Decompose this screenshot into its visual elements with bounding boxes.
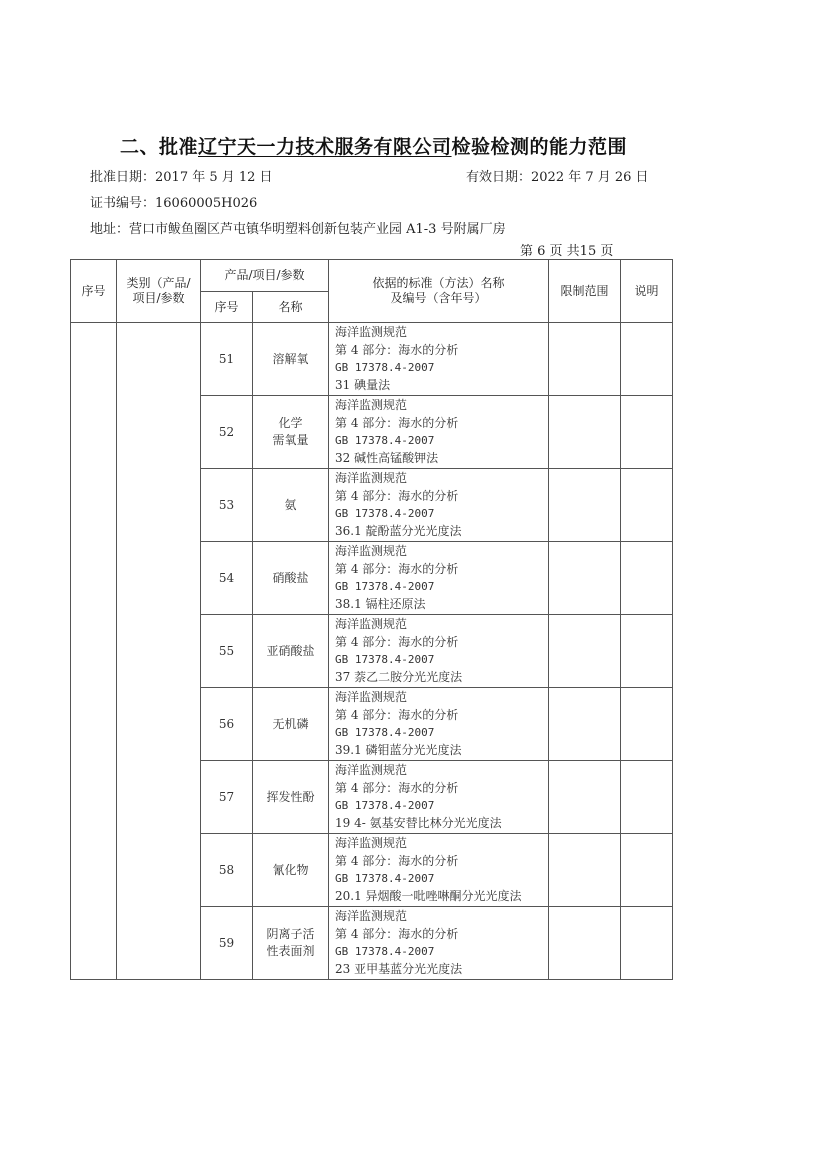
basis-standard: GB 17378.4-2007 [335, 507, 435, 520]
basis-line: 第 4 部分：海水的分析 [335, 780, 459, 795]
row-note [621, 907, 673, 980]
basis-line: 第 4 部分：海水的分析 [335, 488, 459, 503]
row-limit [549, 396, 621, 469]
page-number: 第 6 页 共15 页 [520, 244, 614, 259]
title-prefix: 二、批准 [120, 136, 199, 158]
basis-standard: GB 17378.4-2007 [335, 872, 435, 885]
row-no: 54 [201, 542, 253, 615]
row-limit [549, 323, 621, 396]
title-company: 辽宁天一力技术服务有限公司 [198, 136, 452, 158]
certificate-number: 证书编号：16060005H026 [90, 196, 258, 211]
row-name [253, 761, 329, 834]
row-no: 58 [201, 834, 253, 907]
basis-standard: GB 17378.4-2007 [335, 726, 435, 739]
row-name [253, 688, 329, 761]
basis-standard: GB 17378.4-2007 [335, 653, 435, 666]
row-no: 56 [201, 688, 253, 761]
address: 地址：营口市鲅鱼圈区芦屯镇华明塑料创新包装产业园 A1-3 号附属厂房 [90, 222, 506, 237]
row-basis [329, 761, 549, 834]
row-basis [329, 396, 549, 469]
row-name [253, 323, 329, 396]
basis-method: 32 碱性高锰酸钾法 [335, 450, 439, 465]
row-name [253, 396, 329, 469]
row-name-line1: 溶解氧 [272, 351, 309, 366]
row-name-line1: 无机磷 [272, 716, 309, 731]
header-sub-seq: 序号 [201, 292, 253, 323]
row-basis [329, 615, 549, 688]
row-name-line1: 氨 [284, 497, 297, 512]
row-note [621, 469, 673, 542]
row-basis [329, 469, 549, 542]
category-cell [117, 323, 201, 980]
page-title [120, 132, 720, 159]
row-basis [329, 323, 549, 396]
basis-method: 38.1 镉柱还原法 [335, 596, 426, 611]
seq-cell [71, 323, 117, 980]
row-limit [549, 834, 621, 907]
header-limit: 限制范围 [549, 260, 621, 323]
header-category-line1: 类别（产品/ [126, 276, 191, 290]
basis-line: 海洋监测规范 [335, 909, 408, 923]
row-limit [549, 469, 621, 542]
row-name-line1: 硝酸盐 [272, 570, 309, 585]
header-category-line2: 项目/参数 [132, 291, 185, 305]
basis-standard: GB 17378.4-2007 [335, 945, 435, 958]
row-note [621, 834, 673, 907]
basis-method: 39.1 磷钼蓝分光光度法 [335, 742, 462, 757]
header-basis-line2: 及编号（含年号） [390, 291, 487, 305]
basis-line: 第 4 部分：海水的分析 [335, 561, 459, 576]
row-name-line1: 阴离子活 [266, 927, 315, 941]
table-row [71, 323, 673, 396]
basis-line: 第 4 部分：海水的分析 [335, 342, 459, 357]
basis-method: 31 碘量法 [335, 377, 391, 392]
header-note: 说明 [621, 260, 673, 323]
basis-line: 海洋监测规范 [335, 471, 408, 485]
capability-table [70, 259, 673, 980]
row-basis [329, 834, 549, 907]
valid-date: 有效日期：2022 年 7 月 26 日 [466, 170, 649, 185]
basis-standard: GB 17378.4-2007 [335, 434, 435, 447]
row-no: 53 [201, 469, 253, 542]
basis-standard: GB 17378.4-2007 [335, 580, 435, 593]
basis-standard: GB 17378.4-2007 [335, 799, 435, 812]
row-limit [549, 761, 621, 834]
basis-method: 37 萘乙二胺分光光度法 [335, 669, 463, 684]
basis-line: 第 4 部分：海水的分析 [335, 707, 459, 722]
row-note [621, 761, 673, 834]
row-limit [549, 615, 621, 688]
basis-line: 海洋监测规范 [335, 544, 408, 558]
row-note [621, 615, 673, 688]
row-name-line1: 亚硝酸盐 [266, 643, 315, 658]
basis-line: 第 4 部分：海水的分析 [335, 634, 459, 649]
row-no: 57 [201, 761, 253, 834]
row-limit [549, 907, 621, 980]
row-name [253, 834, 329, 907]
basis-line: 海洋监测规范 [335, 763, 408, 777]
header-category [117, 260, 201, 323]
title-suffix: 检验检测的能力范围 [451, 136, 628, 158]
basis-method: 36.1 靛酚蓝分光光度法 [335, 523, 462, 538]
row-limit [549, 542, 621, 615]
row-note [621, 542, 673, 615]
header-seq: 序号 [71, 260, 117, 323]
basis-standard: GB 17378.4-2007 [335, 361, 435, 374]
basis-line: 海洋监测规范 [335, 690, 408, 704]
row-note [621, 396, 673, 469]
basis-line: 第 4 部分：海水的分析 [335, 415, 459, 430]
row-no: 59 [201, 907, 253, 980]
row-basis [329, 907, 549, 980]
header-product-group: 产品/项目/参数 [201, 260, 329, 292]
basis-line: 第 4 部分：海水的分析 [335, 926, 459, 941]
row-name [253, 615, 329, 688]
row-name [253, 469, 329, 542]
row-basis [329, 688, 549, 761]
basis-method: 19 4- 氨基安替比林分光光度法 [335, 815, 502, 830]
basis-line: 海洋监测规范 [335, 617, 408, 631]
approval-date: 批准日期：2017 年 5 月 12 日 [90, 170, 273, 185]
row-note [621, 323, 673, 396]
row-note [621, 688, 673, 761]
row-name-line2: 性表面剂 [266, 944, 315, 958]
basis-line: 海洋监测规范 [335, 836, 408, 850]
row-basis [329, 542, 549, 615]
header-basis [329, 260, 549, 323]
row-name-line2: 需氧量 [272, 433, 309, 447]
basis-method: 20.1 异烟酸一吡唑啉酮分光光度法 [335, 888, 522, 903]
row-name-line1: 化学 [278, 416, 303, 430]
row-no: 51 [201, 323, 253, 396]
header-basis-line1: 依据的标准（方法）名称 [372, 276, 505, 290]
row-name [253, 907, 329, 980]
row-no: 55 [201, 615, 253, 688]
row-limit [549, 688, 621, 761]
basis-line: 海洋监测规范 [335, 398, 408, 412]
header-sub-name: 名称 [253, 292, 329, 323]
header-row-1 [71, 260, 673, 292]
basis-method: 23 亚甲基蓝分光光度法 [335, 961, 463, 976]
row-name-line1: 氰化物 [272, 862, 309, 877]
basis-line: 海洋监测规范 [335, 325, 408, 339]
row-no: 52 [201, 396, 253, 469]
basis-line: 第 4 部分：海水的分析 [335, 853, 459, 868]
row-name [253, 542, 329, 615]
row-name-line1: 挥发性酚 [266, 789, 315, 804]
